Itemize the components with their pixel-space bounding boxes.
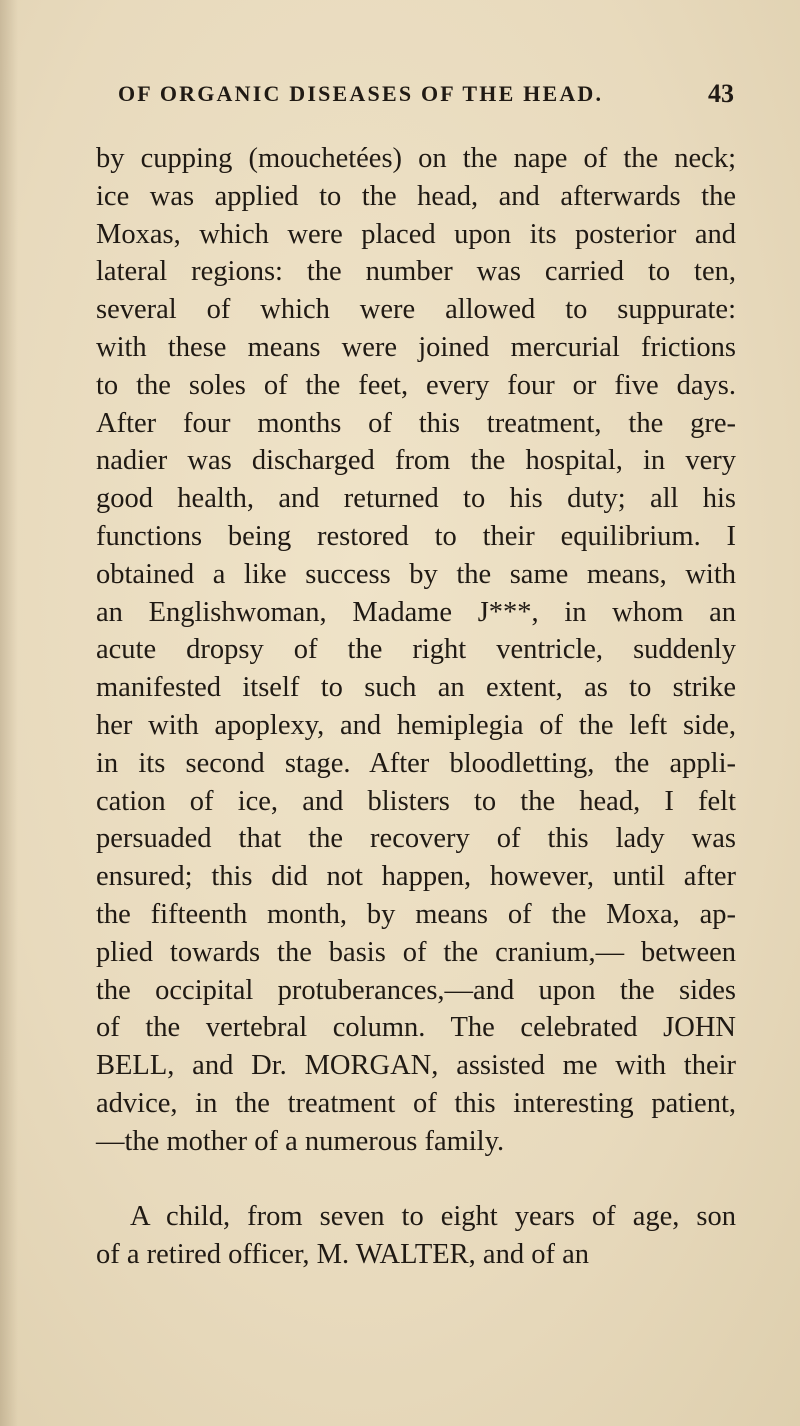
text-line: BELL, and Dr. MORGAN, assisted me with their bbox=[96, 1050, 736, 1082]
text-line: the fifteenth month, by means of the Moxa, ap- bbox=[96, 898, 736, 930]
text-line: cation of ice, and blisters to the head, I felt bbox=[96, 785, 736, 817]
text-line: an Englishwoman, Madame J***, in whom an bbox=[96, 596, 736, 628]
paragraph-1 bbox=[96, 140, 736, 1161]
text-line: —the mother of a numerous family. bbox=[96, 1125, 505, 1157]
text-line: several of which were allowed to suppurate: bbox=[96, 294, 736, 326]
gutter-shadow bbox=[0, 0, 18, 1426]
text-line: advice, in the treatment of this interesting patient, bbox=[96, 1087, 736, 1119]
text-line: with these means were joined mercurial frictions bbox=[96, 331, 736, 363]
text-line: by cupping (mouchetées) on the nape of the neck; bbox=[96, 143, 736, 174]
text-line: persuaded that the recovery of this lady was bbox=[96, 823, 736, 855]
paragraph-2 bbox=[96, 1198, 736, 1274]
running-head bbox=[118, 78, 738, 110]
text-line: A child, from seven to eight years of age, son bbox=[130, 1201, 736, 1233]
text-line: of a retired officer, M. WALTER, and of an bbox=[96, 1239, 589, 1271]
text-line: in its second stage. After bloodletting, the appli- bbox=[96, 747, 736, 779]
text-line: her with apoplexy, and hemiplegia of the left side, bbox=[96, 709, 736, 741]
text-line: Moxas, which were placed upon its posterior and bbox=[96, 218, 736, 250]
text-line: plied towards the basis of the cranium,— between bbox=[96, 936, 736, 968]
text-line: obtained a like success by the same means, with bbox=[96, 558, 736, 590]
text-line: manifested itself to such an extent, as to strike bbox=[96, 672, 736, 704]
text-line: to the soles of the feet, every four or five days. bbox=[96, 369, 736, 401]
text-line: of the vertebral column. The celebrated JOHN bbox=[96, 1012, 736, 1044]
text-line: good health, and returned to his duty; all his bbox=[96, 483, 736, 515]
text-line: nadier was discharged from the hospital, in very bbox=[96, 445, 736, 477]
text-line: functions being restored to their equilibrium. I bbox=[96, 520, 736, 552]
text-line: After four months of this treatment, the gre- bbox=[96, 407, 736, 439]
text-line: lateral regions: the number was carried to ten, bbox=[96, 256, 736, 288]
running-head-title: OF ORGANIC DISEASES OF THE HEAD. bbox=[118, 81, 604, 106]
text-line: ensured; this did not happen, however, until after bbox=[96, 861, 736, 893]
text-line: ice was applied to the head, and afterwards the bbox=[96, 180, 736, 212]
page-number: 43 bbox=[708, 79, 734, 108]
text-line: the occipital protuberances,—and upon the sides bbox=[96, 974, 736, 1006]
body-text bbox=[96, 140, 736, 1274]
text-line: acute dropsy of the right ventricle, suddenly bbox=[96, 634, 736, 666]
paragraph-gap bbox=[96, 1161, 736, 1199]
